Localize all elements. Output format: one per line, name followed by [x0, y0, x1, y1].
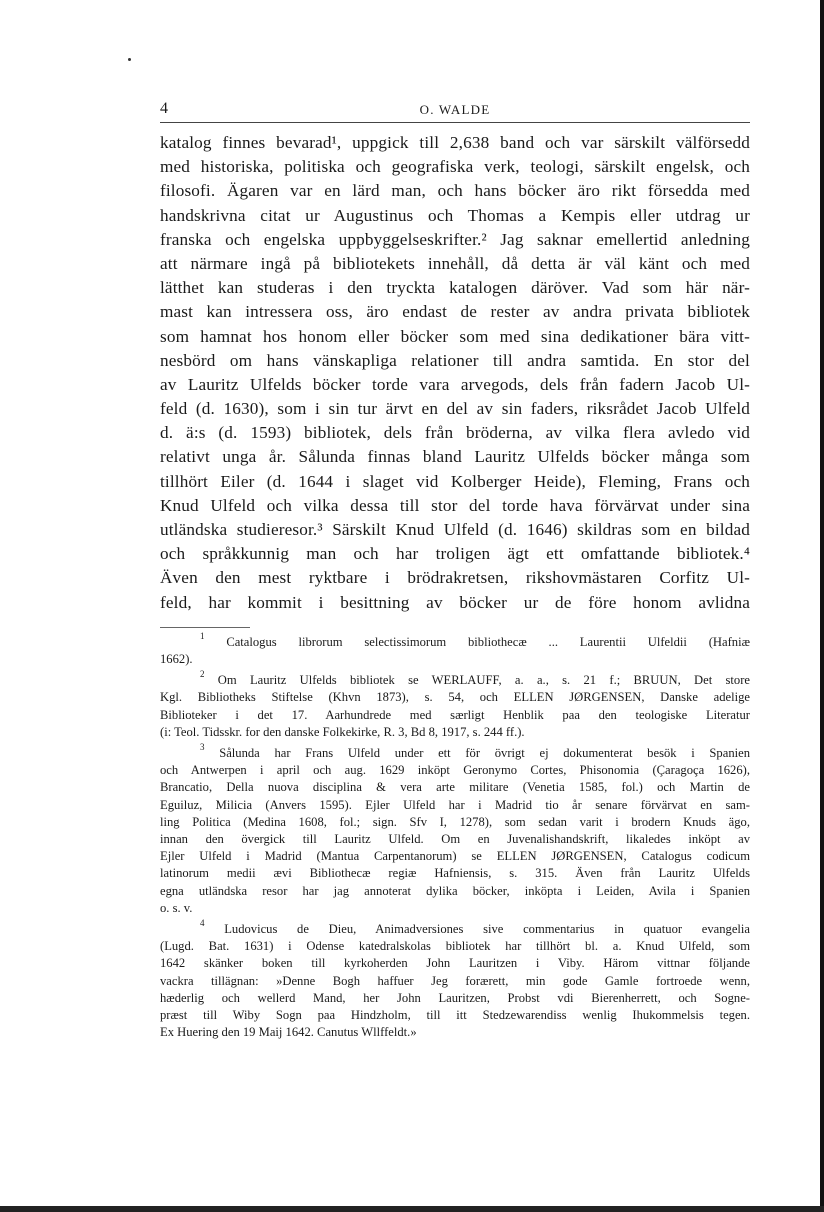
footnote-marker: 3	[200, 741, 205, 752]
footnote-text: o. s. v.	[160, 900, 193, 915]
body-line: mast kan intressera oss, äro endast de rester av andra privata bibliotek	[160, 302, 750, 322]
footnote-line	[160, 918, 750, 938]
footnote	[160, 669, 750, 741]
footnote-line	[160, 955, 750, 972]
footnote-text: Kgl. Bibliotheks Stiftelse (Khvn 1873), s. 54, och ELLEN JØRGENSEN, Danske adelige	[160, 690, 750, 705]
footnote-line	[160, 779, 750, 796]
body-line: att närmare ingå på bibliotekets innehåll, då detta är väl känt och med	[160, 253, 750, 273]
body-line: handskrivna citat ur Augustinus och Thomas a Kempis eller utdrag ur	[160, 205, 750, 225]
body-line: katalog finnes bevarad¹, uppgick till 2,638 band och var särskilt välförsedd	[160, 133, 750, 152]
footnote-line	[160, 797, 750, 814]
footnote-line	[160, 651, 750, 668]
body-line: Knud Ulfeld och vilka dessa till stor del torde hava förvärvat under sina	[160, 495, 750, 515]
footnote-line	[160, 831, 750, 848]
footnote-line	[160, 848, 750, 865]
running-title: O. WALDE	[419, 102, 491, 117]
body-line: feld, har kommit i besittning av böcker ur de före honom avlidna	[160, 592, 750, 612]
footnote-line	[160, 883, 750, 900]
footnote	[160, 630, 750, 668]
footnote-line	[160, 762, 750, 779]
footnote-marker: 4	[200, 918, 205, 928]
footnote-line	[160, 669, 750, 689]
footnote-text: Catalogus librorum selectissimorum bibliothecæ ... Laurentii Ulfeldii (Hafniæ	[226, 634, 750, 649]
footnote-line	[160, 900, 750, 917]
footnote-line	[160, 990, 750, 1007]
body-line: filosofi. Ägaren var en lärd man, och hans böcker äro rikt försedda med	[160, 181, 750, 201]
footnote-rule	[160, 627, 250, 628]
footnote-line	[160, 865, 750, 882]
footnote	[160, 918, 750, 1041]
page	[160, 96, 750, 1045]
footnote-text: och Antwerpen i april och aug. 1629 inköpt Geronymo Cortes, Phisonomia (Çaragoça 1626),	[160, 763, 750, 778]
body-line: lätthet kan studeras i den tryckta katalogen däröver. Vad som här när-	[160, 278, 750, 298]
body-line: med historiska, politiska och geografiska verk, teologi, särskilt engelsk, och	[160, 157, 750, 177]
footnote-text: Ejler Ulfeld i Madrid (Mantua Carpentanorum) se ELLEN JØRGENSEN, Catalogus codicum	[160, 849, 750, 864]
body-text	[160, 131, 750, 615]
scan-edge-right	[820, 0, 824, 1212]
footnote-line	[160, 724, 750, 741]
footnote-text: vackra tillägnan: »Denne Bogh haffuer Jeg forærett, min gode Gamle fortroede wenn,	[160, 973, 750, 988]
footnote-text: Brancatio, Della nuova disciplina & vera arte militare (Venetia 1585, fol.) och Martin de	[160, 780, 750, 795]
footnote-line	[160, 1007, 750, 1024]
footnotes	[160, 630, 750, 1042]
footnote-text: innan den övergick till Lauritz Ulfeld. Om en Juvenalishandskrift, likaledes inköpt av	[160, 831, 750, 846]
body-line: tillhört Eiler (d. 1644 i slaget vid Kolberger Heide), Fleming, Frans och	[160, 471, 750, 491]
page-number: 4	[160, 100, 168, 117]
footnote-line	[160, 938, 750, 955]
footnote-text: ling Politica (Medina 1608, fol.; sign. Sfv I, 1278), som sedan varit i brodern Knuds ägo,	[160, 814, 750, 829]
footnote-text: egna utländska resor har jag annoterat dylika böcker, inköpta i Leiden, Avila i Spanien	[160, 883, 750, 898]
footnote-text: Om Lauritz Ulfelds bibliotek se WERLAUFF, a. a., s. 21 f.; BRUUN, Det store	[217, 673, 750, 688]
body-line: nesbörd om hans vänskapliga relationer till andra samtida. En stor del	[160, 350, 750, 370]
footnote-text: Ludovicus de Dieu, Animadversiones sive commentarius in quatuor evangelia	[224, 922, 750, 936]
footnote-line	[160, 1024, 750, 1041]
running-head	[160, 96, 750, 123]
footnote-text: Eguiluz, Milicia (Anvers 1595). Ejler Ulfeld har i Madrid tio år senare förvärvat en sam-	[160, 797, 750, 812]
footnote-text: 1642 skänker boken till kyrkoherden John Lauritzen i Viby. Härom vittnar följande	[160, 956, 750, 971]
scan-edge-bottom	[0, 1206, 824, 1212]
footnote-text: (i: Teol. Tidsskr. for den danske Folkekirke, R. 3, Bd 8, 1917, s. 244 ff.).	[160, 724, 525, 739]
footnote-marker: 1	[200, 630, 205, 641]
body-line: d. ä:s (d. 1593) bibliotek, dels från bröderna, av vilka flera avledo vid	[160, 423, 750, 443]
footnote	[160, 741, 750, 917]
body-line: franska och engelska uppbyggelseskrifter.² Jag saknar emellertid anledning	[160, 229, 750, 249]
body-line: av Lauritz Ulfelds böcker torde vara arvegods, dels från fadern Jacob Ul-	[160, 374, 750, 394]
footnote-text: Sålunda har Frans Ulfeld under ett för övrigt ej dokumenterat besök i Spanien	[219, 745, 750, 760]
footnote-text: latinorum medii ævi Bibliothecæ regiæ Hafniensis, s. 315. Även från Lauritz Ulfelds	[160, 866, 750, 881]
footnote-line	[160, 814, 750, 831]
body-line: feld (d. 1630), som i sin tur ärvt en del av sin faders, riksrådet Jacob Ulfeld	[160, 399, 750, 419]
footnote-marker: 2	[200, 669, 205, 680]
body-line: relativt unga år. Sålunda finnas bland Lauritz Ulfelds böcker många som	[160, 447, 750, 467]
footnote-line	[160, 973, 750, 990]
footnote-text: (Lugd. Bat. 1631) i Odense katedralskolas bibliotek har tillhört bl. a. Knud Ulfeld, som	[160, 939, 750, 954]
ink-speck	[128, 58, 131, 61]
footnote-text: præst till Wiby Sogn paa Hindzholm, till itt Stedzewarendiss wenlig Ihukommelsis tegen.	[160, 1008, 750, 1023]
footnote-text: hæderlig och wellerd Mand, her John Lauritzen, Probst vdi Bierenherrett, och Sogne-	[160, 990, 750, 1005]
footnote-line	[160, 689, 750, 706]
footnote-line	[160, 630, 750, 651]
footnote-text: Biblioteker i det 17. Aarhundrede med særligt Henblik paa den teologiske Literatur	[160, 707, 750, 722]
footnote-text: 1662).	[160, 651, 193, 666]
body-line: och språkkunnig man och har troligen ägt ett omfattande bibliotek.⁴	[160, 544, 750, 564]
body-line: utländska studieresor.³ Särskilt Knud Ulfeld (d. 1646) skildras som en bildad	[160, 520, 750, 539]
body-line: Även den mest ryktbare i brödrakretsen, rikshovmästaren Corfitz Ul-	[160, 568, 750, 588]
footnote-text: Ex Huering den 19 Maij 1642. Canutus Wllffeldt.»	[160, 1025, 417, 1040]
body-line: som hamnat hos honom eller böcker som med sina dedikationer bära vitt-	[160, 326, 750, 346]
footnote-line	[160, 741, 750, 762]
footnote-line	[160, 707, 750, 724]
